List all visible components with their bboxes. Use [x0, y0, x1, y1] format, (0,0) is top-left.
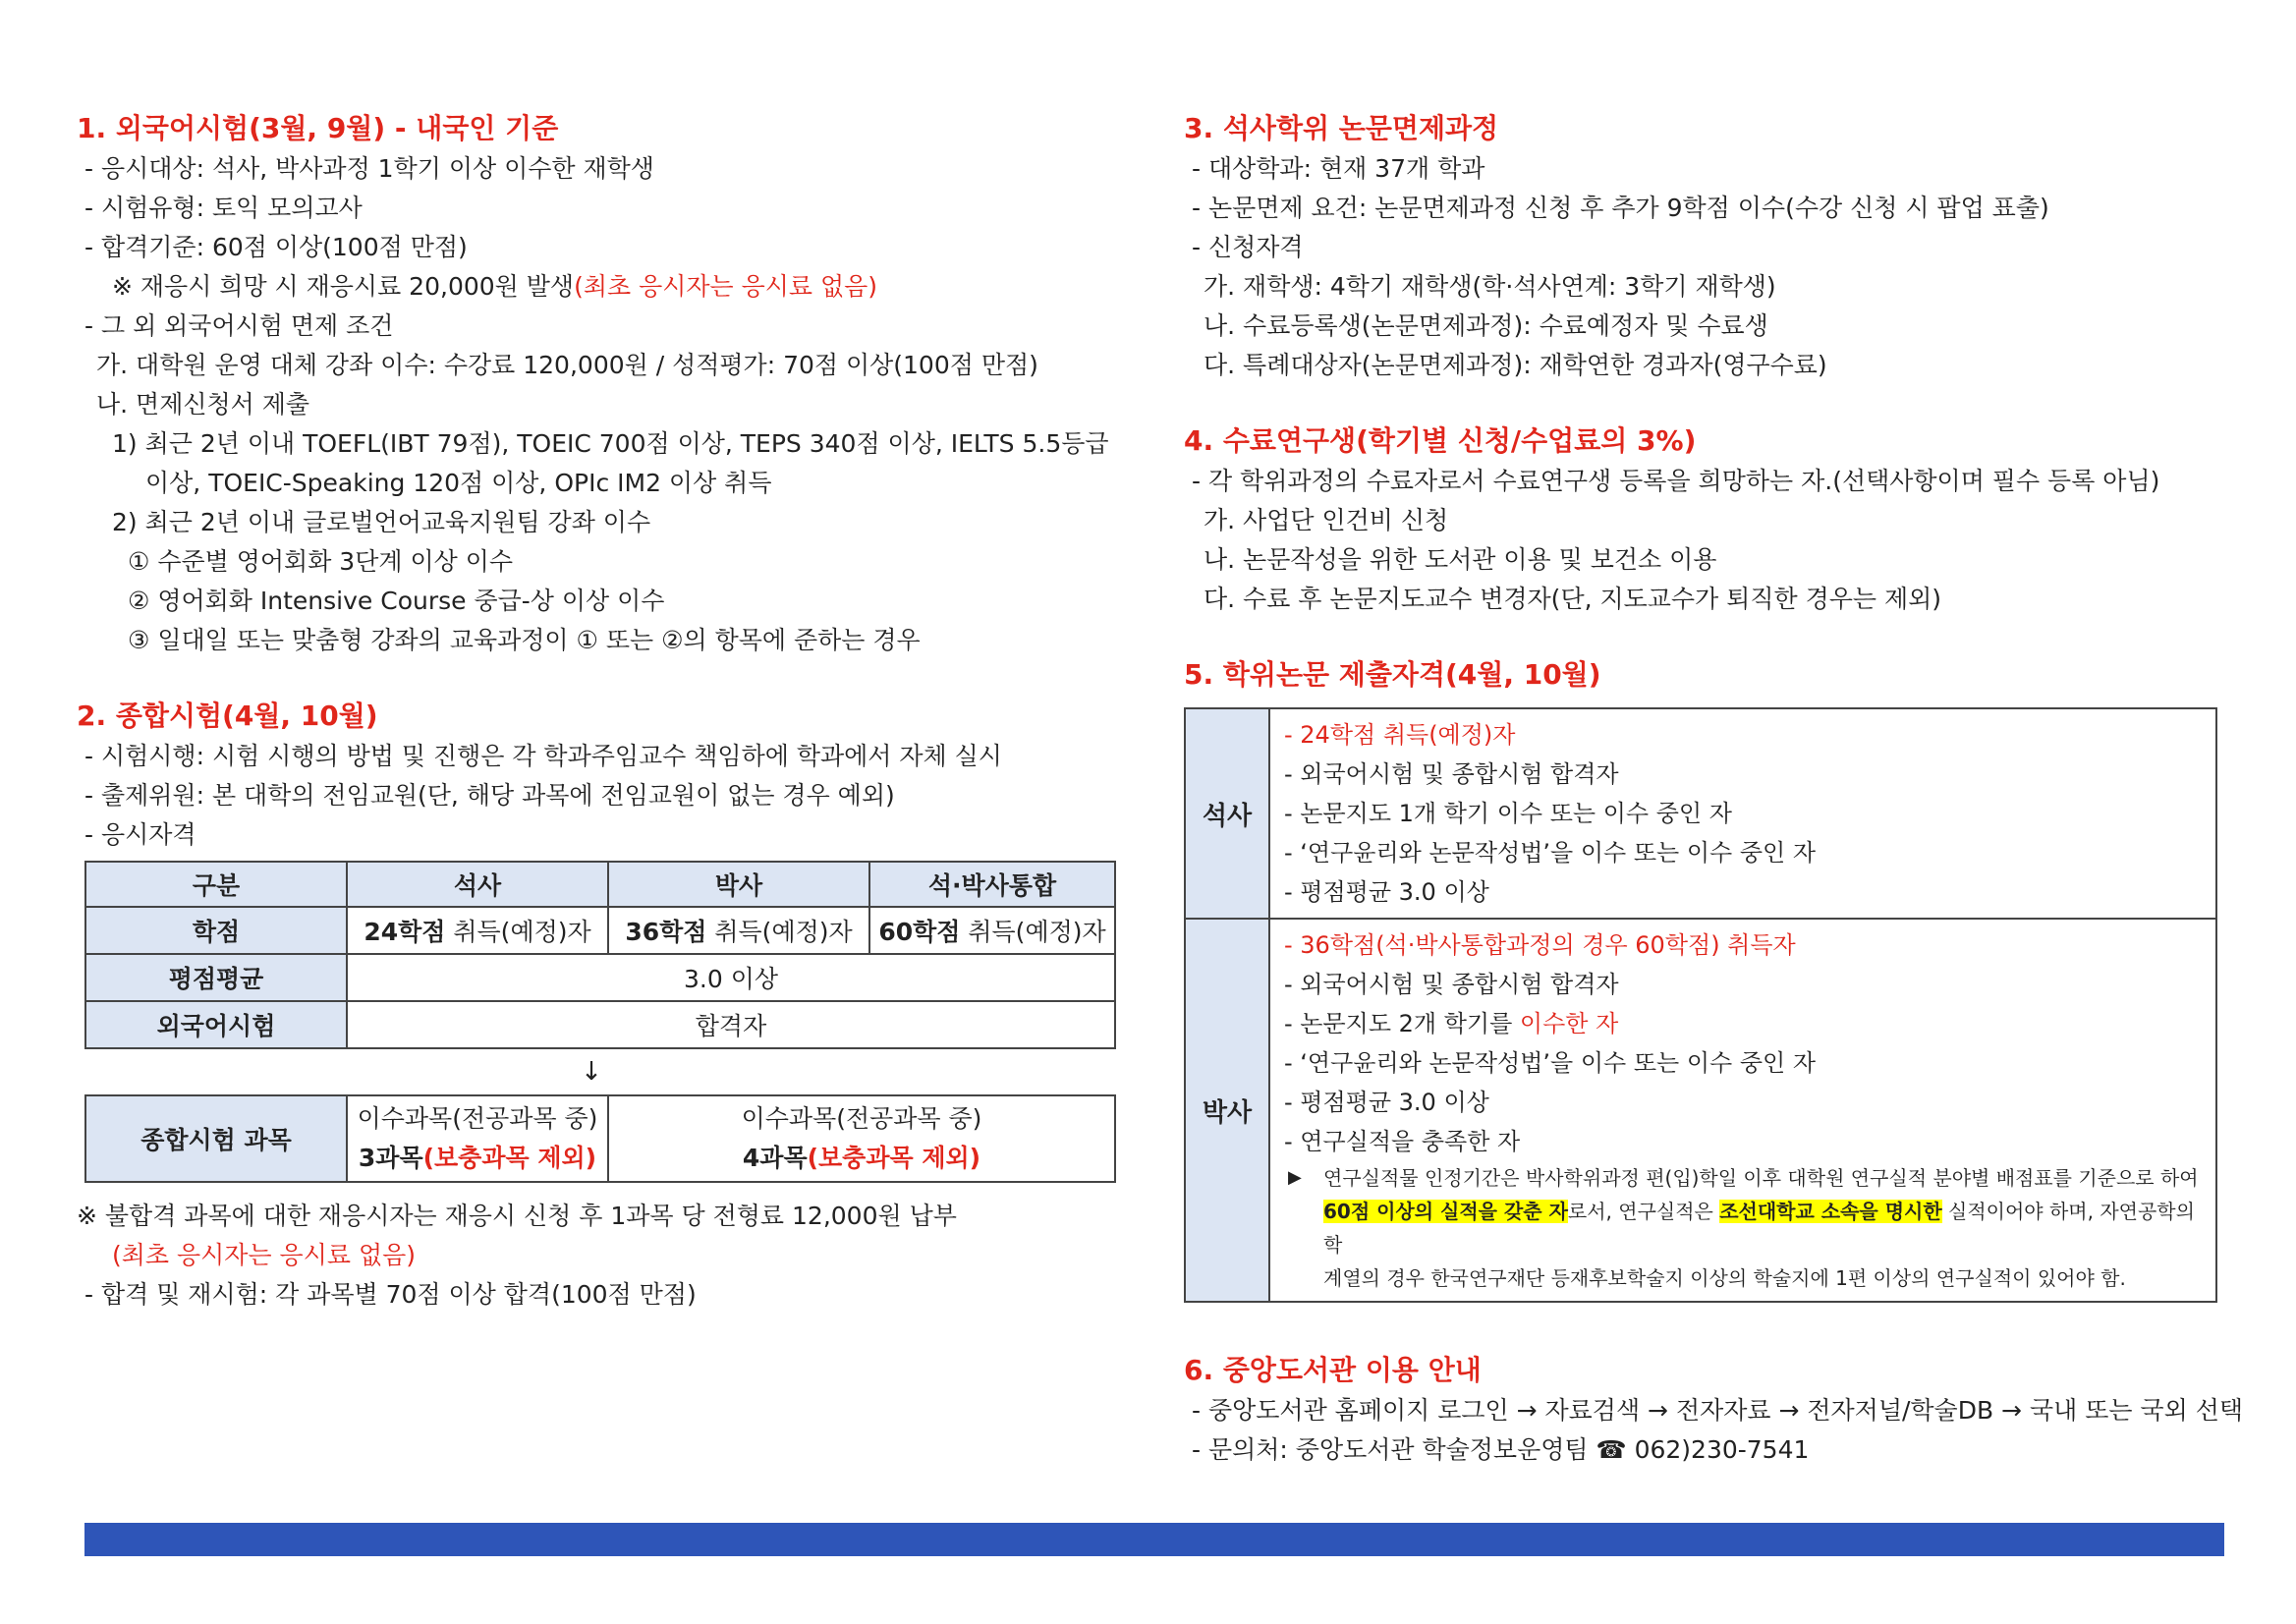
th-master: 석사 [347, 862, 608, 907]
sec1-line3: - 합격기준: 60점 이상(100점 만점) [84, 233, 468, 261]
sec2-note1: ※ 불합격 과목에 대한 재응시자는 재응시 신청 후 1과목 당 전형료 12,000원 납부 [77, 1202, 957, 1230]
subject-master: 이수과목(전공과목 중) 3과목(보충과목 제외) [347, 1095, 608, 1182]
credit-integrated: 60학점 취득(예정)자 [869, 907, 1115, 954]
sec1-line13: ③ 일대일 또는 맞춤형 강좌의 교육과정이 ① 또는 ②의 항목에 준하는 경우 [128, 626, 921, 654]
section5-title: 5. 학위논문 제출자격(4월, 10월) [1184, 658, 1601, 691]
sec4-line2: 가. 사업단 인건비 신청 [1204, 506, 1449, 534]
sec1-line10: 2) 최근 2년 이내 글로벌언어교육지원팀 강좌 이수 [112, 508, 651, 536]
sec3-line1: - 대상학과: 현재 37개 학과 [1192, 154, 1485, 183]
sec3-line5: 나. 수료등록생(논문면제과정): 수료예정자 및 수료생 [1204, 311, 1768, 340]
sec1-line1: - 응시대상: 석사, 박사과정 1학기 이상 이수한 재학생 [84, 154, 654, 183]
highlight-60-points: 60점 이상의 실적을 갖춘 자 [1323, 1200, 1568, 1223]
sec3-line6: 다. 특례대상자(논문면제과정): 재학연한 경과자(영구수료) [1204, 351, 1827, 379]
doctor-item: - ‘연구윤리와 논문작성법’을 이수 또는 이수 중인 자 [1284, 1049, 1816, 1077]
doctor-item: - 연구실적을 충족한 자 [1284, 1128, 1521, 1155]
sec2-line1: - 시험시행: 시험 시행의 방법 및 진행은 각 학과주임교수 책임하에 학과에서 자체 실시 [84, 742, 1002, 770]
sec1-line12: ② 영어회화 Intensive Course 중급-상 이상 이수 [128, 587, 665, 615]
eligibility-table [84, 861, 1116, 1049]
subject-label: 종합시험 과목 [85, 1095, 347, 1182]
sec6-line2: - 문의처: 중앙도서관 학술정보운영팀 ☎ 062)230-7541 [1192, 1435, 1810, 1464]
sec1-line5: - 그 외 외국어시험 면제 조건 [84, 311, 394, 340]
doctor-label: 박사 [1185, 919, 1269, 1302]
sec2-note3: - 합격 및 재시험: 각 과목별 70점 이상 합격(100점 만점) [84, 1280, 697, 1309]
master-item: - ‘연구윤리와 논문작성법’을 이수 또는 이수 중인 자 [1284, 839, 1816, 867]
th-category: 구분 [85, 862, 347, 907]
sec3-line3: - 신청자격 [1192, 233, 1304, 261]
sec1-line6: 가. 대학원 운영 대체 강좌 이수: 수강료 120,000원 / 성적평가: 70점 이상(100점 만점) [96, 351, 1038, 379]
right-column [1184, 108, 2243, 1470]
sec1-line2: - 시험유형: 토익 모의고사 [84, 194, 363, 222]
left-column [77, 108, 1128, 1315]
sec1-line9: 이상, TOEIC-Speaking 120점 이상, OPIc IM2 이상 취득 [145, 469, 772, 497]
lang-value: 합격자 [347, 1001, 1115, 1048]
sec1-line8: 1) 최근 2년 이내 TOEFL(IBT 79점), TOEIC 700점 이상, TEPS 340점 이상, IELTS 5.5등급 [112, 429, 1109, 458]
credit-doctor: 36학점 취득(예정)자 [608, 907, 869, 954]
sec3-line2: - 논문면제 요건: 논문면제과정 신청 후 추가 9학점 이수(수강 신청 시 팝업 표출) [1192, 194, 2049, 222]
subject-table [84, 1094, 1116, 1183]
credit-master: 24학점 취득(예정)자 [347, 907, 608, 954]
master-label: 석사 [1185, 708, 1269, 919]
master-item: - 24학점 취득(예정)자 [1284, 721, 1516, 749]
sec2-line2: - 출제위원: 본 대학의 전임교원(단, 해당 과목에 전임교원이 없는 경우 예외) [84, 781, 895, 810]
triangle-bullet-icon: ▶ [1288, 1167, 1302, 1188]
sec4-line4: 다. 수료 후 논문지도교수 변경자(단, 지도교수가 퇴직한 경우는 제외) [1204, 585, 1942, 613]
subject-doctor: 이수과목(전공과목 중) 4과목(보충과목 제외) [608, 1095, 1115, 1182]
th-integrated: 석·박사통합 [869, 862, 1115, 907]
section3-title: 3. 석사학위 논문면제과정 [1184, 112, 1499, 144]
doctor-item: - 36학점(석·박사통합과정의 경우 60학점) 취득자 [1284, 931, 1796, 959]
sec1-line4 [77, 267, 1128, 307]
highlight-affiliation: 조선대학교 소속을 명시한 [1719, 1200, 1942, 1223]
sec4-line1: - 각 학위과정의 수료자로서 수료연구생 등록을 희망하는 자.(선택사항이며 필수 등록 아님) [1192, 467, 2160, 495]
doctor-item: - 외국어시험 및 종합시험 합격자 [1284, 971, 1619, 998]
first-free-note: (최초 응시자는 응시료 없음) [574, 272, 878, 301]
section6-title: 6. 중앙도서관 이용 안내 [1184, 1354, 1482, 1386]
section1-title: 1. 외국어시험(3월, 9월) - 내국인 기준 [77, 112, 559, 144]
master-requirements [1269, 708, 2216, 919]
sec2-note2: (최초 응시자는 응시료 없음) [112, 1241, 416, 1269]
sec6-line1: - 중앙도서관 홈페이지 로그인 → 자료검색 → 전자자료 → 전자저널/학술DB → 국내 또는 국외 선택 [1192, 1396, 2243, 1425]
doctor-item: - 평점평균 3.0 이상 [1284, 1089, 1489, 1116]
row-credit-label: 학점 [85, 907, 347, 954]
gpa-value: 3.0 이상 [347, 954, 1115, 1001]
master-item: - 평점평균 3.0 이상 [1284, 878, 1489, 906]
section2-title: 2. 종합시험(4월, 10월) [77, 700, 378, 732]
sec1-line7: 나. 면제신청서 제출 [96, 390, 310, 419]
th-doctor: 박사 [608, 862, 869, 907]
row-gpa-label: 평점평균 [85, 954, 347, 1001]
section4-title: 4. 수료연구생(학기별 신청/수업료의 3%) [1184, 424, 1697, 457]
sec2-line3: - 응시자격 [84, 820, 196, 849]
sec3-line4: 가. 재학생: 4학기 재학생(학·석사연계: 3학기 재학생) [1204, 272, 1776, 301]
down-arrow-icon: ↓ [581, 1057, 602, 1087]
retest-fee-note: ※ 재응시 희망 시 재응시료 20,000원 발생 [112, 272, 575, 301]
sec4-line3: 나. 논문작성을 위한 도서관 이용 및 보건소 이용 [1204, 545, 1717, 574]
thesis-qualification-table [1184, 707, 2217, 1303]
row-lang-label: 외국어시험 [85, 1001, 347, 1048]
doctor-item: - 논문지도 2개 학기를 이수한 자 [1284, 1010, 1619, 1037]
master-item: - 외국어시험 및 종합시험 합격자 [1284, 760, 1619, 788]
research-note: ▶ 연구실적물 인정기간은 박사학위과정 편(입)학일 이후 대학원 연구실적 분야별 배점표를 기준으로 하여 60점 이상의 실적을 갖춘 자로서, 연구실적은 조선대학교 소속을 명시한 실적이어야 하며, 자연공학의학 계열의 경우 한국연구재단 등재후보학술지 이상의 학술지에 1편 이상의 연구실적이 있어야 함. [1284, 1161, 2206, 1295]
sec1-line11: ① 수준별 영어회화 3단계 이상 이수 [128, 547, 514, 576]
doctor-requirements [1269, 919, 2216, 1302]
footer-bar [84, 1523, 2224, 1556]
master-item: - 논문지도 1개 학기 이수 또는 이수 중인 자 [1284, 800, 1732, 827]
